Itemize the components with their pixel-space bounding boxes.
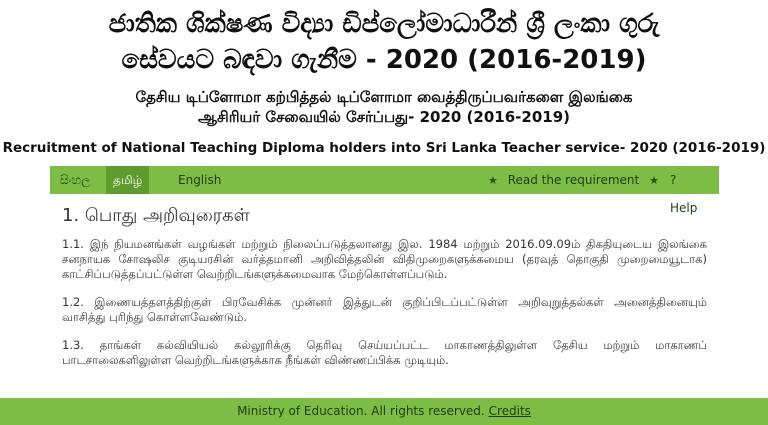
footer: [0, 398, 768, 425]
nav-read-requirement[interactable]: [480, 166, 667, 194]
nav-read-requirement-label: Read the requirement: [507, 173, 640, 187]
title-sinhala-line1: ජාතික ශික්ෂණ විද්‍යා ඩිප්ලෝමාධාරීන් ශ්‍රී ලංකා ගුරු: [108, 9, 660, 39]
nav-lang-tamil-label: தமிழ்: [113, 173, 143, 187]
help-icon: ?: [670, 173, 677, 187]
nav-lang-english[interactable]: [170, 166, 229, 194]
star-icon: ★: [488, 174, 498, 187]
star-icon: ★: [649, 174, 659, 187]
main-content: [62, 203, 707, 381]
nav-help[interactable]: [662, 166, 719, 215]
title-tamil-line1: தேசிய டிப்ளோமா கற்பித்தல் டிப்ளோமா வைத்திருப்பவர்களை இலங்கை: [135, 88, 633, 106]
page-title-sinhala: [0, 6, 768, 78]
page-title-tamil: [0, 87, 768, 127]
credits-link[interactable]: Credits: [488, 404, 531, 418]
title-sinhala-line2: සේවයට බඳවා ගැනීම - 2020 (2016-2019): [121, 45, 647, 75]
title-tamil-line2: ஆசிரியர் சேவையில் சேர்ப்பது- 2020 (2016-2019): [198, 108, 570, 126]
instruction-paragraph-1: 1.1. இந் நியமனங்கள் வழங்கள் மற்றும் நிலைப்படுத்தலானது இல. 1984 மற்றும் 2016.09.09ம் திகதியுடைய இலங்கை சனநாயக சோஷலிச குடியரசின் வர்த்தமானி அறிவித்தலின் விதிமுறைகளுக்கமைய (தரவுத் தொகுதி முறைமையூடாக) காட்சிப்படுத்தப்பட்டுள்ள வெற்றிடங்களுக்கமைவாக மேற்கொள்ளப்படும்.: [62, 237, 707, 281]
nav-lang-english-label: English: [178, 173, 222, 187]
section-heading: 1. பொது அறிவுரைகள்: [62, 205, 250, 226]
nav-lang-sinhala[interactable]: [50, 166, 100, 194]
nav-help-label: Help: [670, 201, 698, 215]
navbar: [50, 166, 719, 215]
footer-text: Ministry of Education. All rights reserved.: [237, 404, 485, 418]
instruction-paragraph-3: 1.3. தாங்கள் கல்வியியல் கல்லூரிக்கு தெரிவு செய்யப்பட்ட மாகாணத்திலுள்ள தேசிய மற்றும் மாகாணப் பாடசாலைகளிலுள்ள வெற்றிடங்களுக்காக நீங்கள் விண்ணப்பிக்க முடியும்.: [62, 338, 707, 367]
instruction-paragraph-2: 1.2. இணையத்தளத்திற்குள் பிரவேசிக்க முன்னர் இத்துடன் குறிப்பிடப்பட்டுள்ள அறிவுறுத்தல்கள் அனைத்தினையும் வாசித்து புரிந்து கொள்ளவேண்டும்.: [62, 295, 707, 324]
nav-lang-tamil[interactable]: [106, 166, 149, 194]
page-title-english: Recruitment of National Teaching Diploma holders into Sri Lanka Teacher service- 2020 (2016-2019): [2, 140, 766, 156]
nav-lang-sinhala-label: සිංහල: [60, 173, 91, 187]
